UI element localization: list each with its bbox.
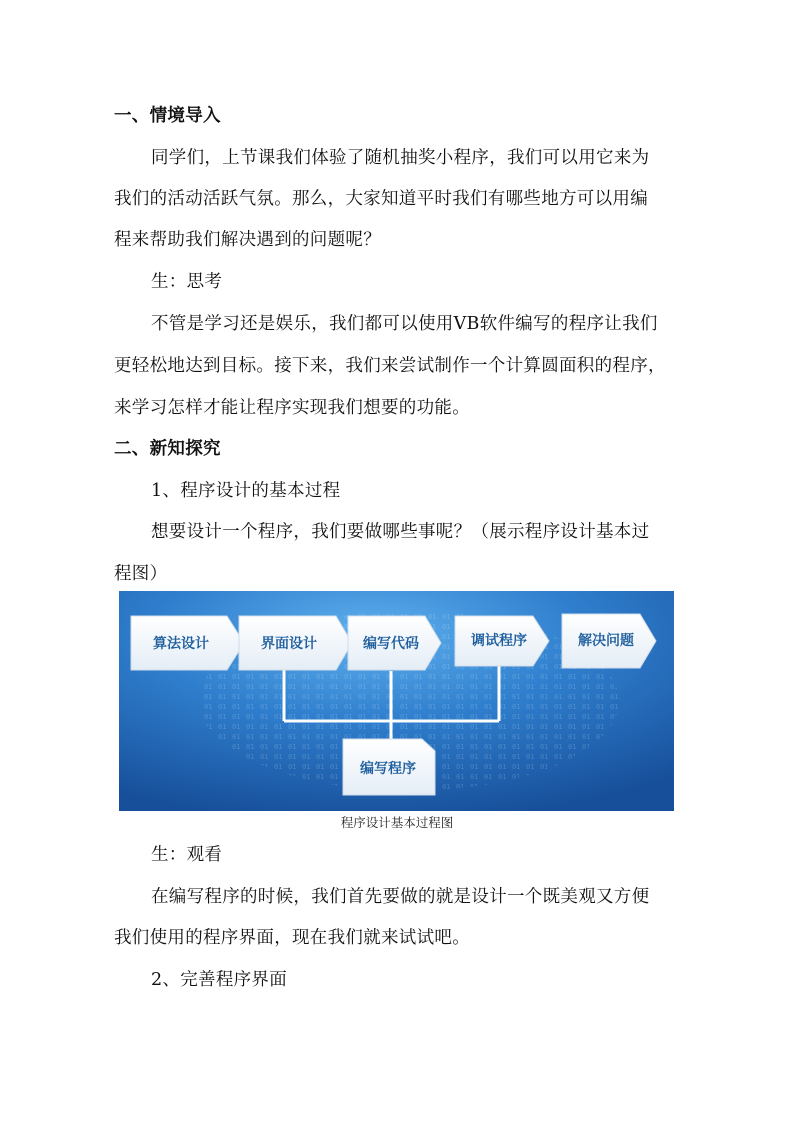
step-label-5: 解决问题 bbox=[578, 633, 634, 649]
sub2-title: 2、完善程序界面 bbox=[151, 970, 288, 990]
intro-heading: 一、情境导入 bbox=[114, 106, 221, 126]
intro-paragraph-line-3: 程来帮助我们解决遇到的问题呢？ bbox=[114, 230, 381, 250]
step-label-2: 界面设计 bbox=[261, 636, 317, 652]
bottom-box-label: 编写程序 bbox=[360, 761, 416, 777]
question-line-1: 想要设计一个程序，我们要做哪些事呢？（展示程序设计基本过 bbox=[151, 522, 650, 542]
step-label-3: 编写代码 bbox=[363, 636, 419, 652]
figure-caption: 程序设计基本过程图 bbox=[340, 815, 454, 830]
paragraph2-line-3: 来学习怎样才能让程序实现我们想要的功能。 bbox=[114, 398, 470, 418]
paragraph3-line-2: 我们使用的程序界面，现在我们就来试试吧。 bbox=[114, 928, 470, 948]
explore-heading: 二、新知探究 bbox=[114, 439, 221, 459]
step-label-4: 调试程序 bbox=[471, 633, 527, 649]
paragraph2-line-2: 更轻松地达到目标。接下来，我们来尝试制作一个计算圆面积的程序， bbox=[114, 356, 666, 376]
question-line-2: 程图） bbox=[114, 564, 168, 584]
sub1-title: 1、程序设计的基本过程 bbox=[151, 481, 341, 501]
student-think: 生：思考 bbox=[151, 272, 223, 292]
step-label-1: 算法设计 bbox=[153, 636, 209, 652]
intro-paragraph-line-2: 我们的活动活跃气氛。那么，大家知道平时我们有哪些地方可以用编 bbox=[114, 189, 648, 209]
paragraph3-line-1: 在编写程序的时候，我们首先要做的就是设计一个既美观又方便 bbox=[151, 887, 650, 907]
student-watch: 生：观看 bbox=[151, 845, 223, 865]
process-diagram bbox=[119, 591, 674, 811]
process-diagram-svg bbox=[119, 591, 674, 811]
paragraph2-line-1: 不管是学习还是娱乐，我们都可以使用VB软件编写的程序让我们 bbox=[151, 314, 658, 334]
intro-paragraph-line-1: 同学们，上节课我们体验了随机抽奖小程序，我们可以用它来为 bbox=[151, 148, 650, 168]
